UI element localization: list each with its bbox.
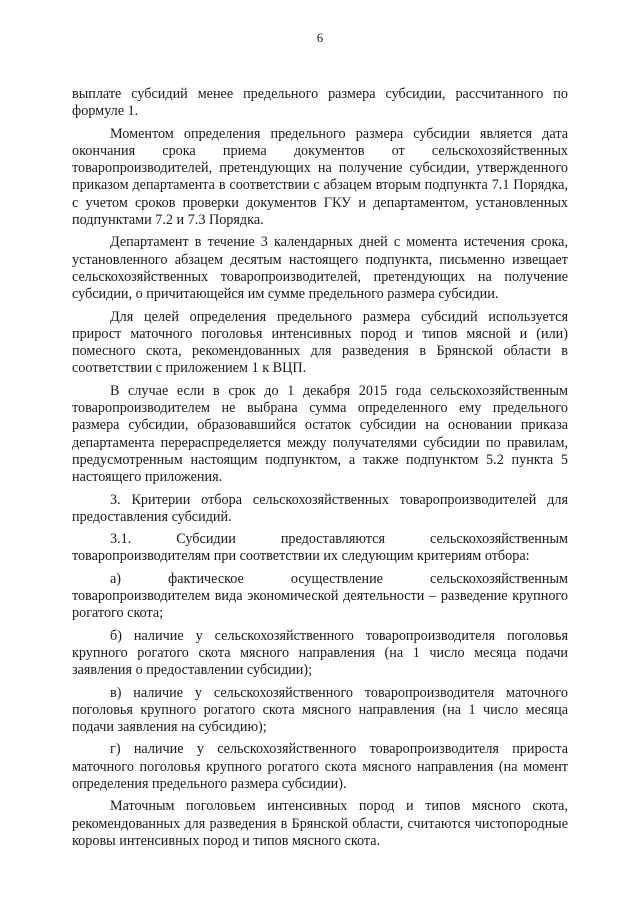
paragraph-5: В случае если в срок до 1 декабря 2015 года сельскохозяйственным товаропроизводителем не выбрана сумма определенного ему предельного размера субсидии, образовавшийся остаток субсидии на основании приказа департамента перераспределяется между получателями субсидии по правилам, предусмотренным настоящим подпунктом, а также подпунктом 5.2 пункта 5 настоящего приложения. xyxy=(72,382,568,486)
paragraph-3: Департамент в течение 3 календарных дней с момента истечения срока, установленного абзацем десятым настоящего подпункта, письменно извещает сельскохозяйственных товаропроизводителей, претендующих на получение субсидии, о причитающейся им сумме предельного размера субсидии. xyxy=(72,234,568,303)
section-3-heading: 3. Критерии отбора сельскохозяйственных товаропроизводителей для предоставления субсидий. xyxy=(72,491,568,525)
paragraph-2: Моментом определения предельного размера субсидии является дата окончания срока приема документов от сельскохозяйственных товаропроизводителей, претендующих на получение субсидии, утвержденного приказом департамента в соответствии с абзацем вторым подпункта 7.1 Порядка, с учетом сроков проверки документов ГКУ и департаментом, установленных подпунктами 7.2 и 7.3 Порядка. xyxy=(72,125,568,229)
criterion-v: в) наличие у сельскохозяйственного товаропроизводителя маточного поголовья крупного рогатого скота мясного направления (на 1 число месяца подачи заявления на субсидию); xyxy=(72,684,568,736)
paragraph-4: Для целей определения предельного размера субсидий используется прирост маточного поголовья интенсивных пород и типов мясной и (или) помесного скота, рекомендованных для разведения в Брянской области в соответствии с приложением 1 к ВЦП. xyxy=(72,308,568,377)
paragraph-3-1: 3.1. Субсидии предоставляются сельскохозяйственным товаропроизводителям при соответствии их следующим критериям отбора: xyxy=(72,531,568,565)
criterion-g: г) наличие у сельскохозяйственного товаропроизводителя прироста маточного поголовья крупного рогатого скота мясного направления (на момент определения предельного размера субсидии). xyxy=(72,741,568,792)
paragraph-final: Маточным поголовьем интенсивных пород и типов мясного скота, рекомендованных для разведения в Брянской области, считаются чистопородные коровы интенсивных пород и типов мясного скота. xyxy=(72,798,568,849)
document-body xyxy=(72,86,568,855)
paragraph-1: выплате субсидий менее предельного размера субсидии, рассчитанного по формуле 1. xyxy=(72,86,568,120)
criterion-a: а) фактическое осуществление сельскохозяйственным товаропроизводителем вида экономической деятельности – разведение крупного рогатого скота; xyxy=(72,570,568,622)
criterion-b: б) наличие у сельскохозяйственного товаропроизводителя поголовья крупного рогатого скота мясного направления (на 1 число месяца подачи заявления о предоставлении субсидии); xyxy=(72,627,568,679)
page-number: 6 xyxy=(316,30,324,45)
